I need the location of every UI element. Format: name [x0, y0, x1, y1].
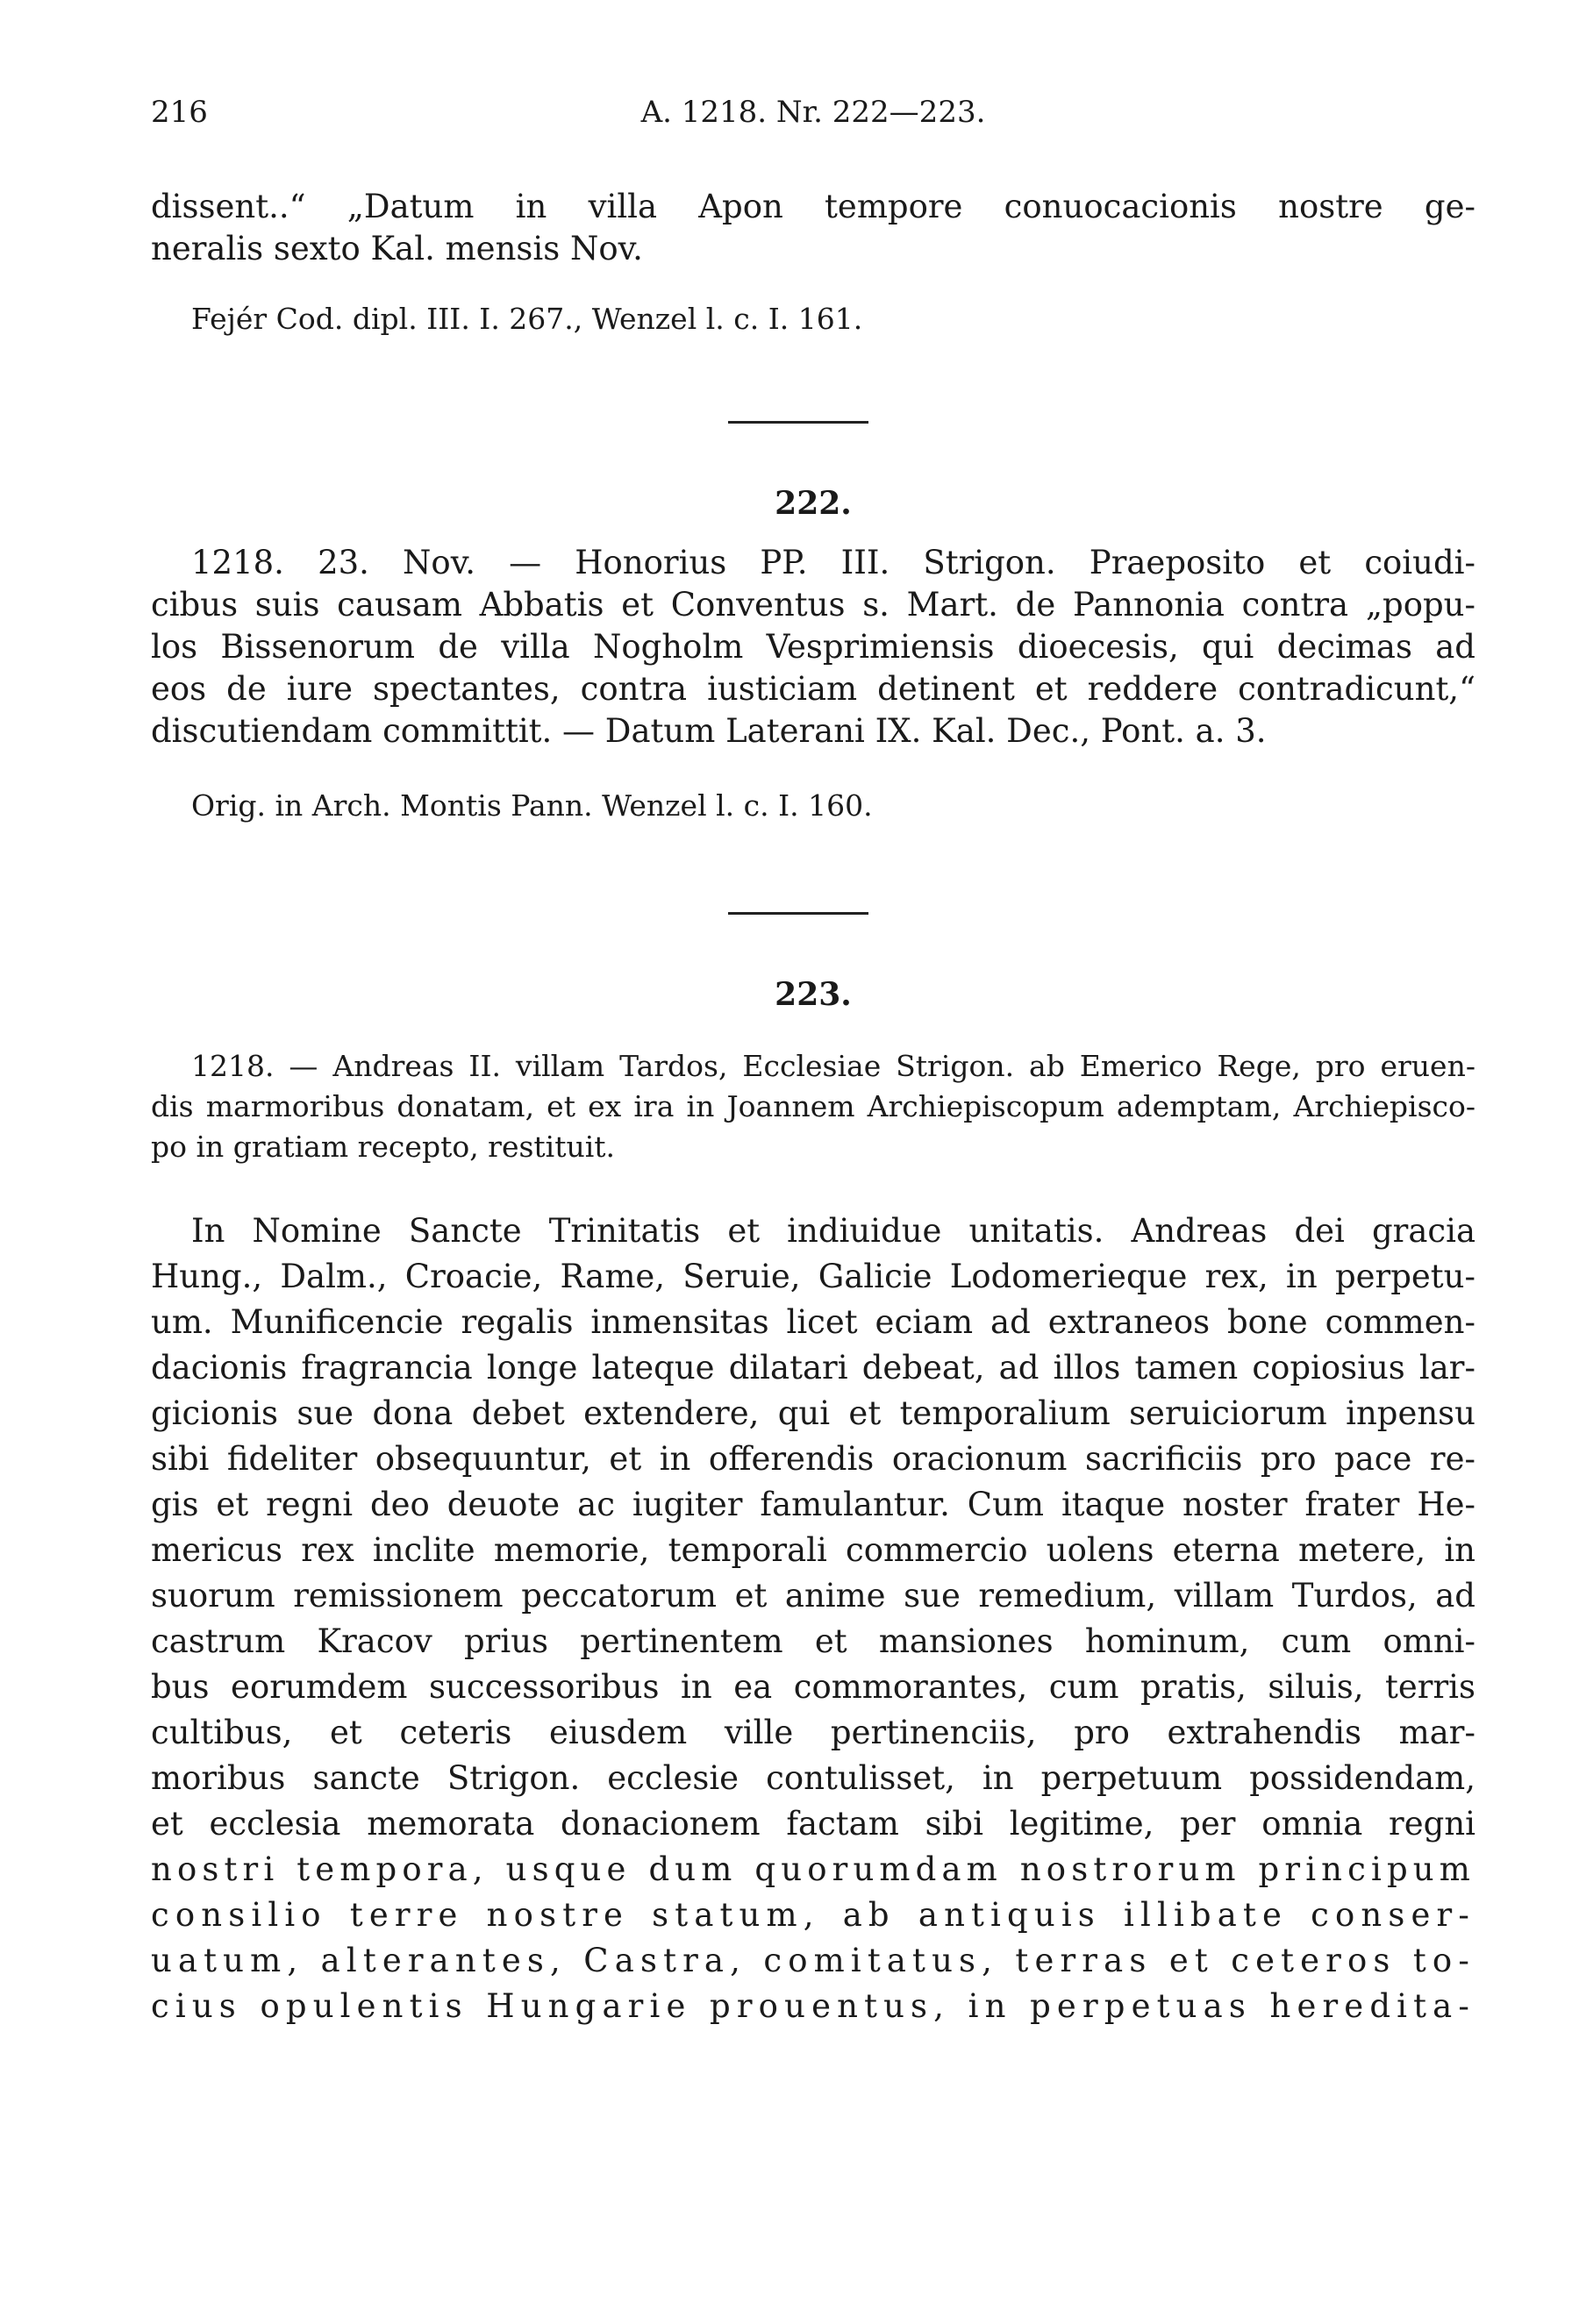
text-line: eos de iure spectantes, contra iusticiam detinent et reddere contradicunt,“: [151, 670, 1475, 708]
section-divider: [728, 912, 868, 915]
text-line: suorum remissionem peccatorum et anime sue remedium, villam Turdos, ad: [151, 1577, 1475, 1615]
text-line: Hung., Dalm., Croacie, Rame, Seruie, Galicie Lodomerieque rex, in perpetu-: [151, 1258, 1475, 1295]
page-number: 216: [151, 95, 208, 130]
text-line: sibi fideliter obsequuntur, et in offerendis oracionum sacrificiis pro pace re-: [151, 1440, 1475, 1478]
text-line: dissent..“ „Datum in villa Apon tempore conuocacionis nostre ge-: [151, 188, 1475, 225]
text-line: bus eorumdem successoribus in ea commorantes, cum pratis, siluis, terris: [151, 1668, 1475, 1706]
text-line: consilio terre nostre statum, ab antiquis illibate conser-: [151, 1896, 1475, 1934]
text-line: cultibus, et ceteris eiusdem ville pertinenciis, pro extrahendis mar-: [151, 1714, 1475, 1751]
text-line: dacionis fragrancia longe lateque dilatari debeat, ad illos tamen copiosius lar-: [151, 1349, 1475, 1387]
text-line: gis et regni deo deuote ac iugiter famulantur. Cum itaque noster frater He-: [151, 1486, 1475, 1523]
text-line: um. Munificencie regalis inmensitas licet eciam ad extraneos bone commen-: [151, 1303, 1475, 1341]
summary-line: po in gratiam recepto, restituit.: [151, 1130, 616, 1164]
text-line: nostri tempora, usque dum quorumdam nostrorum principum: [151, 1850, 1475, 1888]
source-citation: Fejér Cod. dipl. III. I. 267., Wenzel l. c. I. 161.: [191, 302, 863, 336]
summary-line: 1218. — Andreas II. villam Tardos, Ecclesiae Strigon. ab Emerico Rege, pro eruen-: [191, 1049, 1475, 1083]
text-line: los Bissenorum de villa Nogholm Vesprimiensis dioecesis, qui decimas ad: [151, 628, 1475, 666]
text-line: et ecclesia memorata donacionem factam sibi legitime, per omnia regni: [151, 1805, 1475, 1843]
text-line: uatum, alterantes, Castra, comitatus, terras et ceteros to-: [151, 1942, 1475, 1979]
page-header: [151, 95, 1475, 137]
text-line: cius opulentis Hungarie prouentus, in perpetuas heredita-: [151, 1987, 1475, 2025]
text-line: 1218. 23. Nov. — Honorius PP. III. Strigon. Praeposito et coiudi-: [191, 544, 1475, 581]
entry-number: 222.: [775, 485, 852, 522]
text-line: cibus suis causam Abbatis et Conventus s. Mart. de Pannonia contra „popu-: [151, 586, 1475, 624]
text-line: moribus sancte Strigon. ecclesie contulisset, in perpetuum possidendam,: [151, 1759, 1475, 1797]
text-line: neralis sexto Kal. mensis Nov.: [151, 230, 643, 267]
text-line: castrum Kracov prius pertinentem et mansiones hominum, cum omni-: [151, 1622, 1475, 1660]
text-line: gicionis sue dona debet extendere, qui et temporalium seruiciorum inpensu: [151, 1394, 1475, 1432]
running-title: A. 1218. Nr. 222—223.: [640, 95, 986, 130]
text-line: discutiendam committit. — Datum Laterani IX. Kal. Dec., Pont. a. 3.: [151, 712, 1267, 750]
summary-line: dis marmoribus donatam, et ex ira in Joannem Archiepiscopum ademptam, Archiepisco-: [151, 1089, 1475, 1123]
text-line: In Nomine Sancte Trinitatis et indiuidue unitatis. Andreas dei gracia: [191, 1212, 1475, 1250]
entry-number: 223.: [775, 976, 852, 1013]
text-line: mericus rex inclite memorie, temporali commercio uolens eterna metere, in: [151, 1531, 1475, 1569]
source-citation: Orig. in Arch. Montis Pann. Wenzel l. c. I. 160.: [191, 788, 873, 823]
section-divider: [728, 421, 868, 424]
